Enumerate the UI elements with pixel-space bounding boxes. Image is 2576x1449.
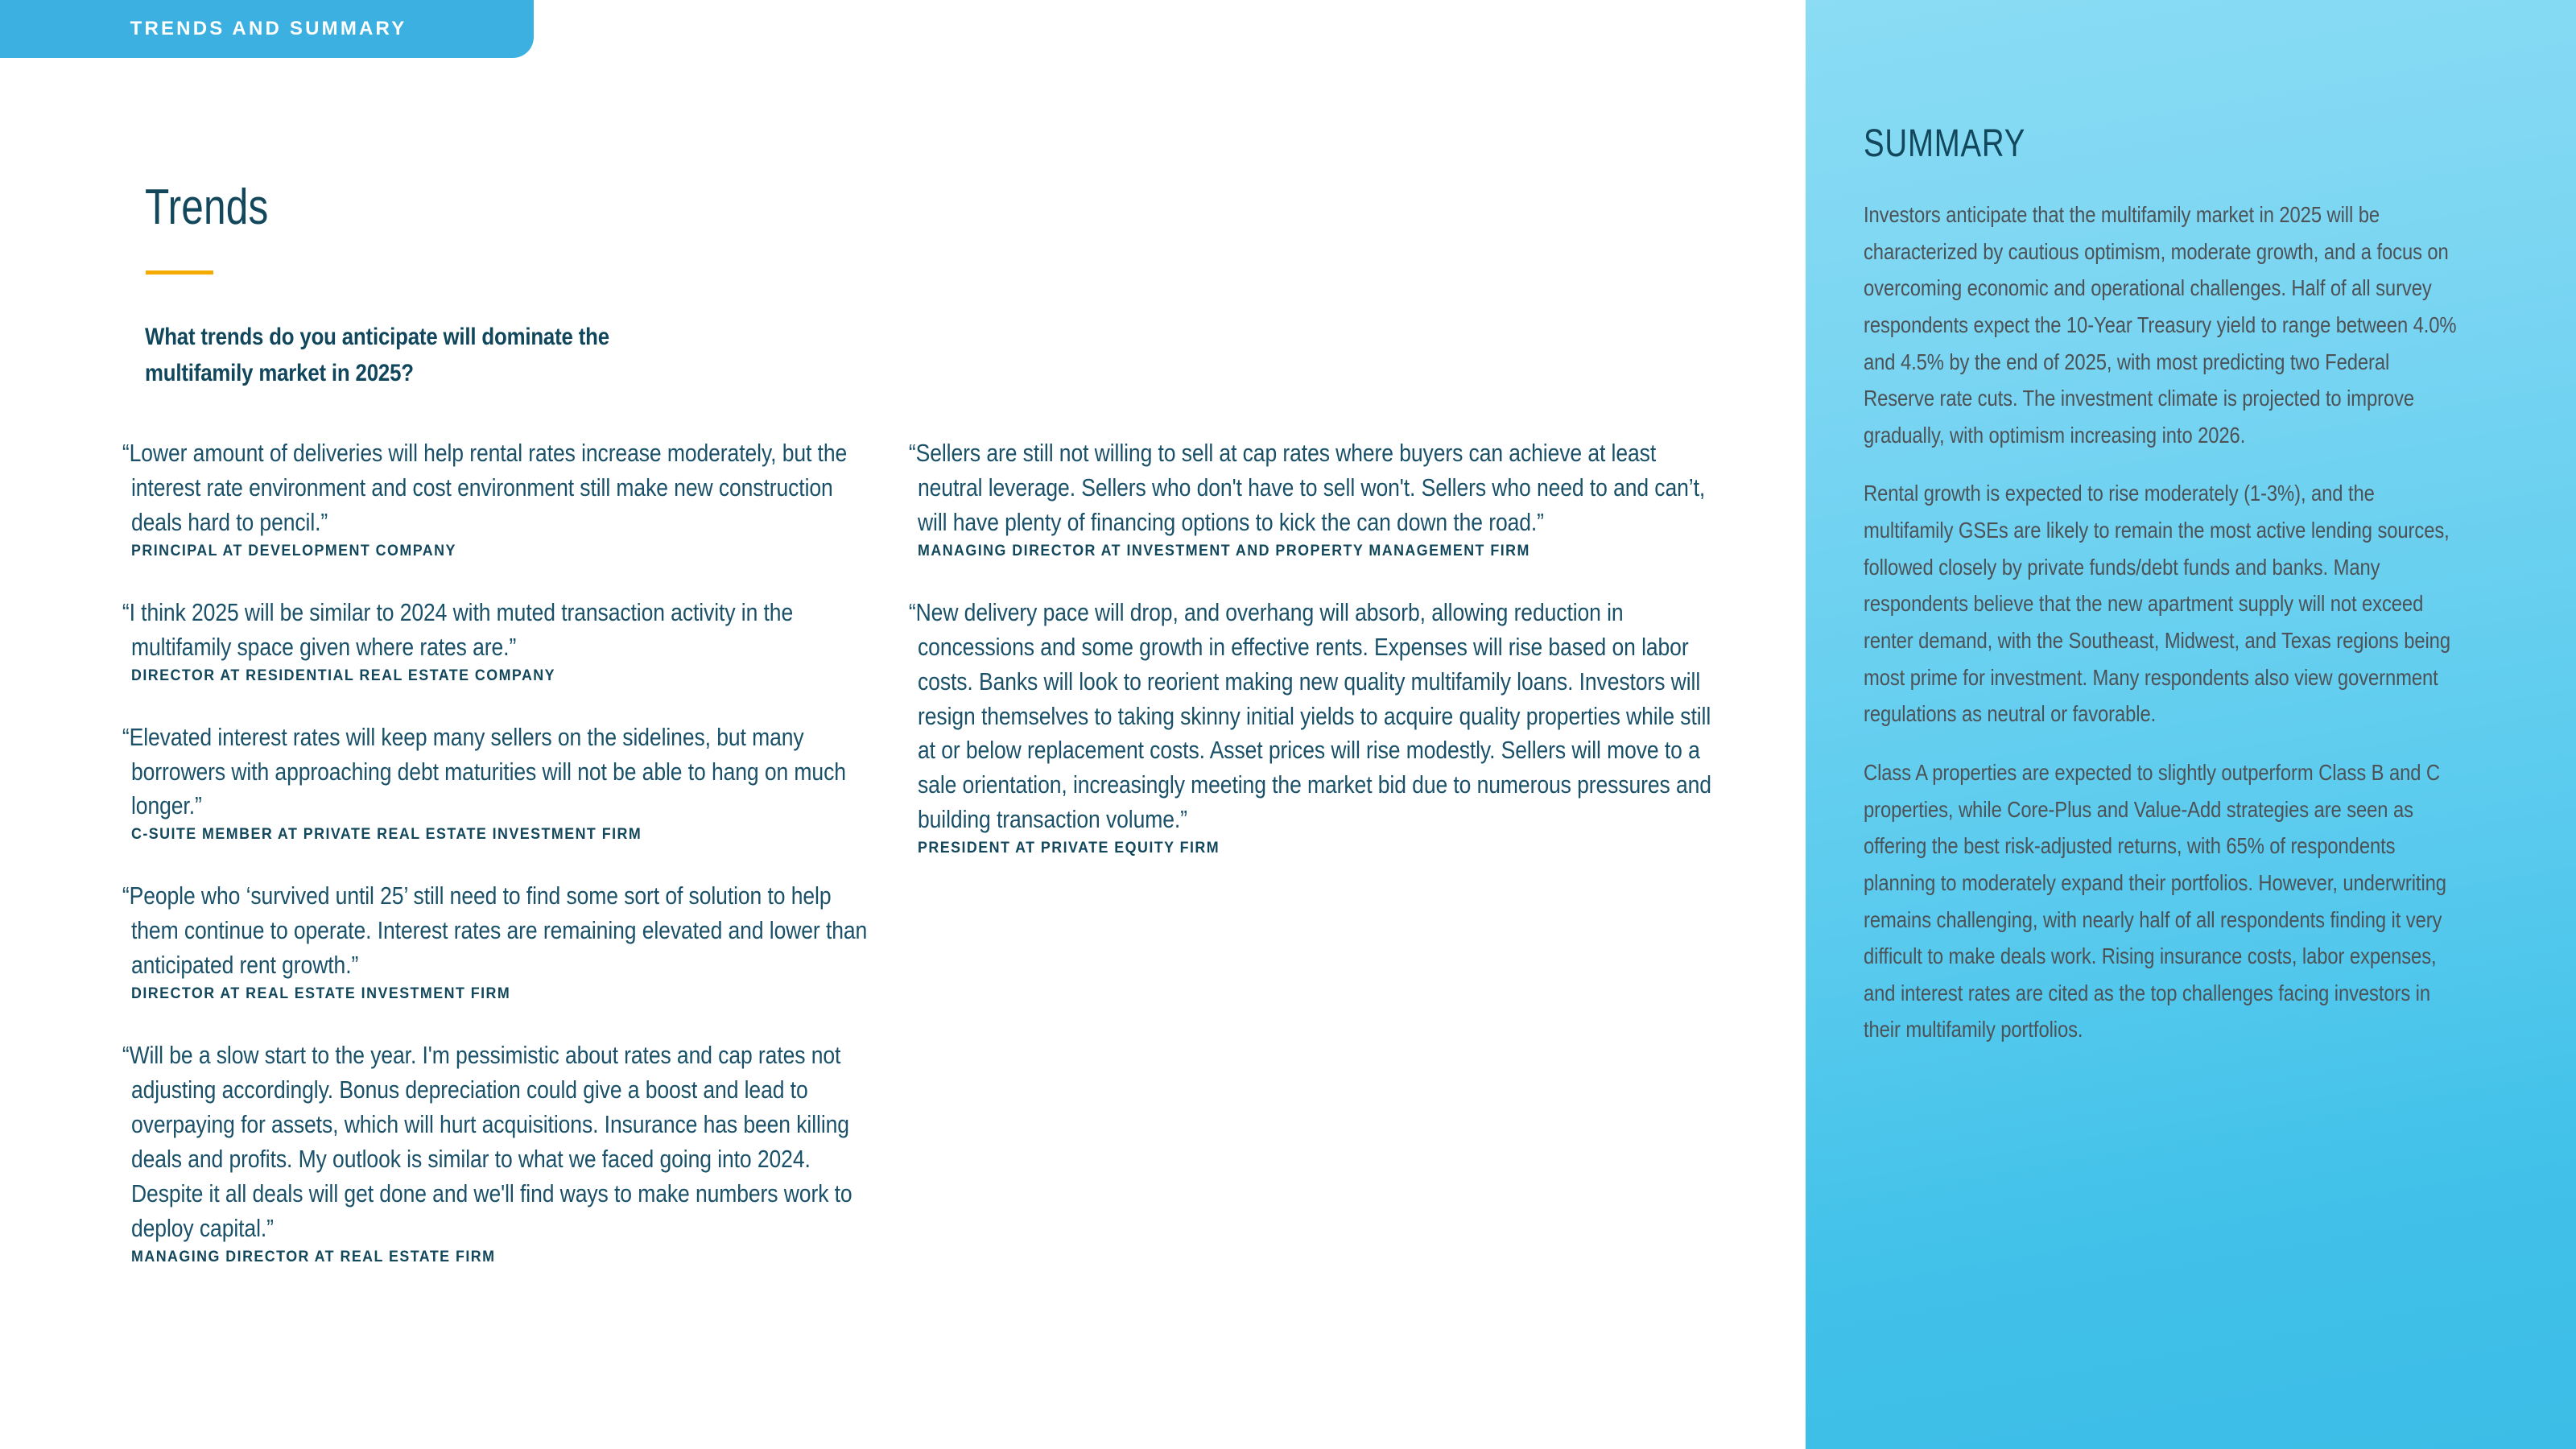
quote-block bbox=[908, 596, 1723, 857]
quote-attribution: PRINCIPAL AT DEVELOPMENT COMPANY bbox=[131, 542, 456, 559]
summary-paragraph: Investors anticipate that the multifamily market in 2025 will be characterized by cautious optimism, moderate growth, and a focus on overcoming economic and operational challenges. Half of all survey respondents expect the 10-Year Treasury yield to range between 4.0% and 4.5% by the end of 2025, with most predicting two Federal Reserve rate cuts. The investment climate is projected to improve gradually, with optimism increasing into 2026. bbox=[1864, 202, 2457, 448]
quote-block bbox=[122, 720, 880, 844]
section-tab bbox=[0, 0, 534, 58]
quote-block bbox=[122, 879, 880, 1003]
quote-attribution: PRESIDENT AT PRIVATE EQUITY FIRM bbox=[918, 840, 1220, 857]
quote-column-left bbox=[122, 436, 880, 1302]
quote-attribution: MANAGING DIRECTOR AT REAL ESTATE FIRM bbox=[131, 1248, 496, 1265]
quote-columns bbox=[0, 436, 1806, 1443]
quote-text: “Elevated interest rates will keep many sellers on the sidelines, but many borrowers with approaching debt maturities will not be able to hang on much longer.” bbox=[122, 722, 846, 820]
summary-panel bbox=[1806, 0, 2576, 1449]
page-title: Trends bbox=[145, 180, 269, 235]
quote-block bbox=[122, 436, 880, 560]
section-tab-label: TRENDS AND SUMMARY bbox=[130, 18, 407, 39]
summary-paragraph: Rental growth is expected to rise moderately (1-3%), and the multifamily GSEs are likely to remain the most active lending sources, followed closely by private funds/debt funds and banks. Many respondents believe that the new apartment supply will not exceed renter demand, with the Southeast, Midwest, and Texas regions being most prime for investment. Many respondents also view government regulations as neutral or favorable. bbox=[1864, 481, 2450, 727]
quote-text: “I think 2025 will be similar to 2024 with muted transaction activity in the multifamily space given where rates are.” bbox=[122, 597, 794, 661]
quote-attribution: DIRECTOR AT RESIDENTIAL REAL ESTATE COMPANY bbox=[131, 667, 556, 684]
survey-question: What trends do you anticipate will dominate the multifamily market in 2025? bbox=[145, 324, 609, 386]
quote-text: “Sellers are still not willing to sell at cap rates where buyers can achieve at least neutral leverage. Sellers who don't have to sell won't. Sellers who need to and can’t, will have plenty of financing options to kick the can down the road.” bbox=[908, 439, 1706, 536]
summary-body bbox=[1864, 196, 2459, 1048]
summary-title: SUMMARY bbox=[1864, 122, 2026, 165]
quote-attribution: MANAGING DIRECTOR AT INVESTMENT AND PROPERTY MANAGEMENT FIRM bbox=[918, 542, 1530, 559]
quote-text: “People who ‘survived until 25’ still need to find some sort of solution to help them continue to operate. Interest rates are remaining elevated and lower than anticipated rent growth.” bbox=[122, 881, 868, 980]
quote-block bbox=[908, 436, 1723, 560]
quote-block bbox=[122, 1038, 880, 1266]
quote-block bbox=[122, 596, 880, 685]
summary-paragraph: Class A properties are expected to slightly outperform Class B and C properties, while Core-Plus and Value-Add strategies are seen as offering the best risk-adjusted returns, with 65% of respondents planning to moderately expand their portfolios. However, underwriting remains challenging, with nearly half of all respondents finding it very difficult to make deals work. Rising insurance costs, labor expenses, and interest rates are cited as the top challenges facing investors in their multifamily portfolios. bbox=[1864, 759, 2446, 1042]
quote-text: “New delivery pace will drop, and overhang will absorb, allowing reduction in concessions and some growth in effective rents. Expenses will rise based on labor costs. Banks will look to reorient making new quality multifamily loans. Investors will resign themselves to taking skinny initial yields to acquire quality properties while still at or below replacement costs. Asset prices will rise modestly. Sellers will move to a sale orientation, increasingly meeting the market bid due to numerous pressures and building transaction volume.” bbox=[908, 597, 1711, 834]
title-underline-rule bbox=[146, 270, 213, 275]
quote-text: “Will be a slow start to the year. I'm pessimistic about rates and cap rates not adjusting accordingly. Bonus depreciation could give a boost and lead to overpaying for assets, which will hurt acquisitions. Insurance has been killing deals and profits. My outlook is similar to what we faced going into 2024. Despite it all deals will get done and we'll find ways to make numbers work to deploy capital.” bbox=[122, 1041, 852, 1242]
quote-column-right bbox=[908, 436, 1723, 893]
quote-attribution: C-SUITE MEMBER AT PRIVATE REAL ESTATE INVESTMENT FIRM bbox=[131, 826, 642, 844]
quote-attribution: DIRECTOR AT REAL ESTATE INVESTMENT FIRM bbox=[131, 985, 511, 1003]
quote-text: “Lower amount of deliveries will help rental rates increase moderately, but the interest rate environment and cost environment still make new construction deals hard to pencil.” bbox=[122, 439, 848, 536]
main-content bbox=[0, 58, 1806, 1449]
